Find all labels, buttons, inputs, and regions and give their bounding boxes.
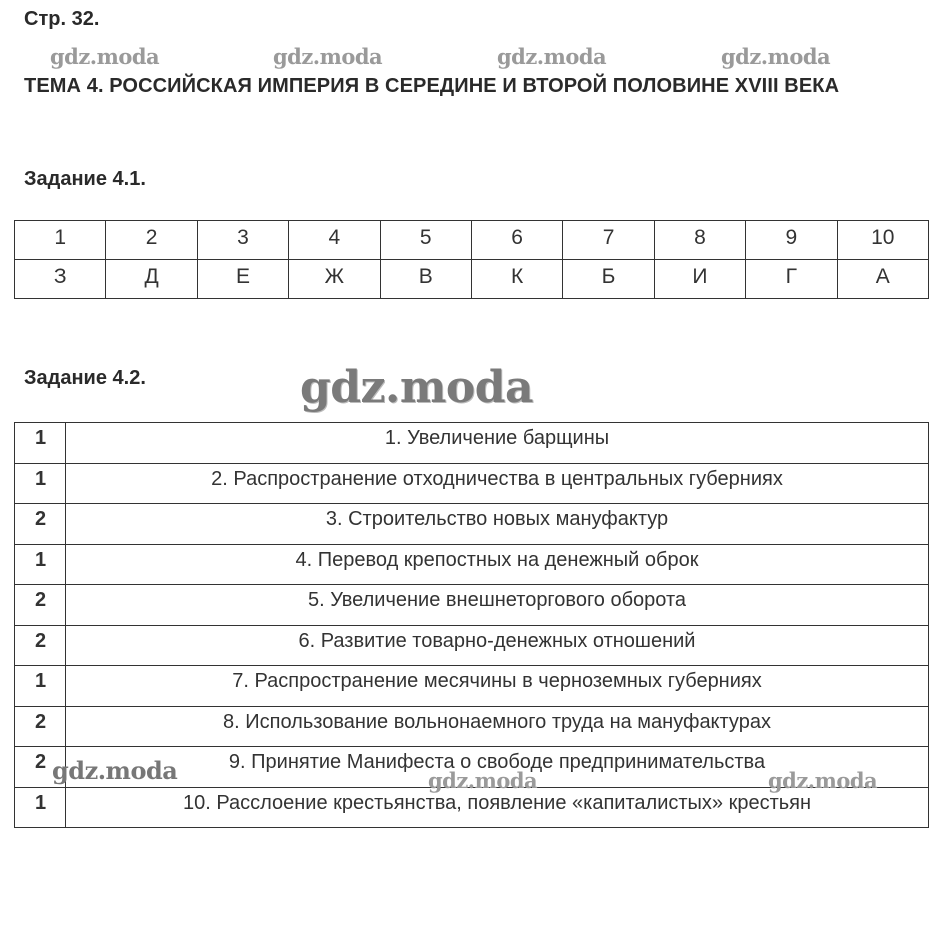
table-row [15,787,929,828]
statement-cell: 9. Принятие Манифеста о свободе предпринимательства [66,747,929,788]
answer-numbers-row [15,221,929,260]
statement-cell: 6. Развитие товарно-денежных отношений [66,625,929,666]
statement-cell: 1. Увеличение барщины [66,423,929,464]
answer-letter-cell: Е [197,260,288,299]
answer-letter-cell: А [837,260,928,299]
task-4-2-heading: Задание 4.2. [24,367,146,389]
answer-number-cell: 5 [380,221,471,260]
watermark: gdz.moda [497,44,607,69]
watermark: gdz.moda [52,756,178,785]
answer-letter-cell: В [380,260,471,299]
table-row [15,463,929,504]
score-cell: 2 [15,625,66,666]
answer-number-cell: 10 [837,221,928,260]
score-cell: 2 [15,504,66,545]
table-row [15,544,929,585]
table-row [15,625,929,666]
answer-number-cell: 8 [654,221,745,260]
score-cell: 1 [15,666,66,707]
answer-letter-cell: Д [106,260,197,299]
statement-cell: 10. Расслоение крестьянства, появление «капиталистых» крестьян [66,787,929,828]
answer-letter-cell: И [654,260,745,299]
topic-title: ТЕМА 4. РОССИЙСКАЯ ИМПЕРИЯ В СЕРЕДИНЕ И ВТОРОЙ ПОЛОВИНЕ XVIII ВЕКА [24,75,840,97]
answer-number-cell: 2 [106,221,197,260]
answer-number-cell: 7 [563,221,654,260]
statement-cell: 7. Распространение месячины в черноземных губерниях [66,666,929,707]
answer-letters-row [15,260,929,299]
score-cell: 1 [15,544,66,585]
table-row [15,423,929,464]
score-cell: 1 [15,423,66,464]
watermark: gdz.moda [721,44,831,69]
score-cell: 1 [15,787,66,828]
table-row [15,666,929,707]
table-row [15,504,929,545]
answer-letter-cell: Ж [289,260,380,299]
watermark: gdz.moda [768,768,878,793]
task-4-1-heading: Задание 4.1. [24,168,146,190]
watermark: gdz.moda [300,362,534,413]
answer-letter-cell: Г [746,260,837,299]
statement-cell: 8. Использование вольнонаемного труда на мануфактурах [66,706,929,747]
answer-number-cell: 6 [471,221,562,260]
answer-letter-cell: З [15,260,106,299]
watermark: gdz.moda [273,44,383,69]
statement-cell: 4. Перевод крепостных на денежный оброк [66,544,929,585]
answer-letter-cell: Б [563,260,654,299]
statement-cell: 3. Строительство новых мануфактур [66,504,929,545]
table-row [15,706,929,747]
statement-cell: 5. Увеличение внешнеторгового оборота [66,585,929,626]
watermark: gdz.moda [428,768,538,793]
answer-number-cell: 3 [197,221,288,260]
score-cell: 2 [15,747,66,788]
answer-number-cell: 4 [289,221,380,260]
task-4-2-answer-table [14,422,929,828]
answer-number-cell: 1 [15,221,106,260]
statement-cell: 2. Распространение отходничества в центральных губерниях [66,463,929,504]
table-row [15,585,929,626]
score-cell: 1 [15,463,66,504]
watermark: gdz.moda [50,44,160,69]
task-4-1-answer-table [14,220,929,299]
answer-number-cell: 9 [746,221,837,260]
table-row [15,747,929,788]
page-reference: Стр. 32. [24,8,100,30]
answer-letter-cell: К [471,260,562,299]
score-cell: 2 [15,585,66,626]
score-cell: 2 [15,706,66,747]
